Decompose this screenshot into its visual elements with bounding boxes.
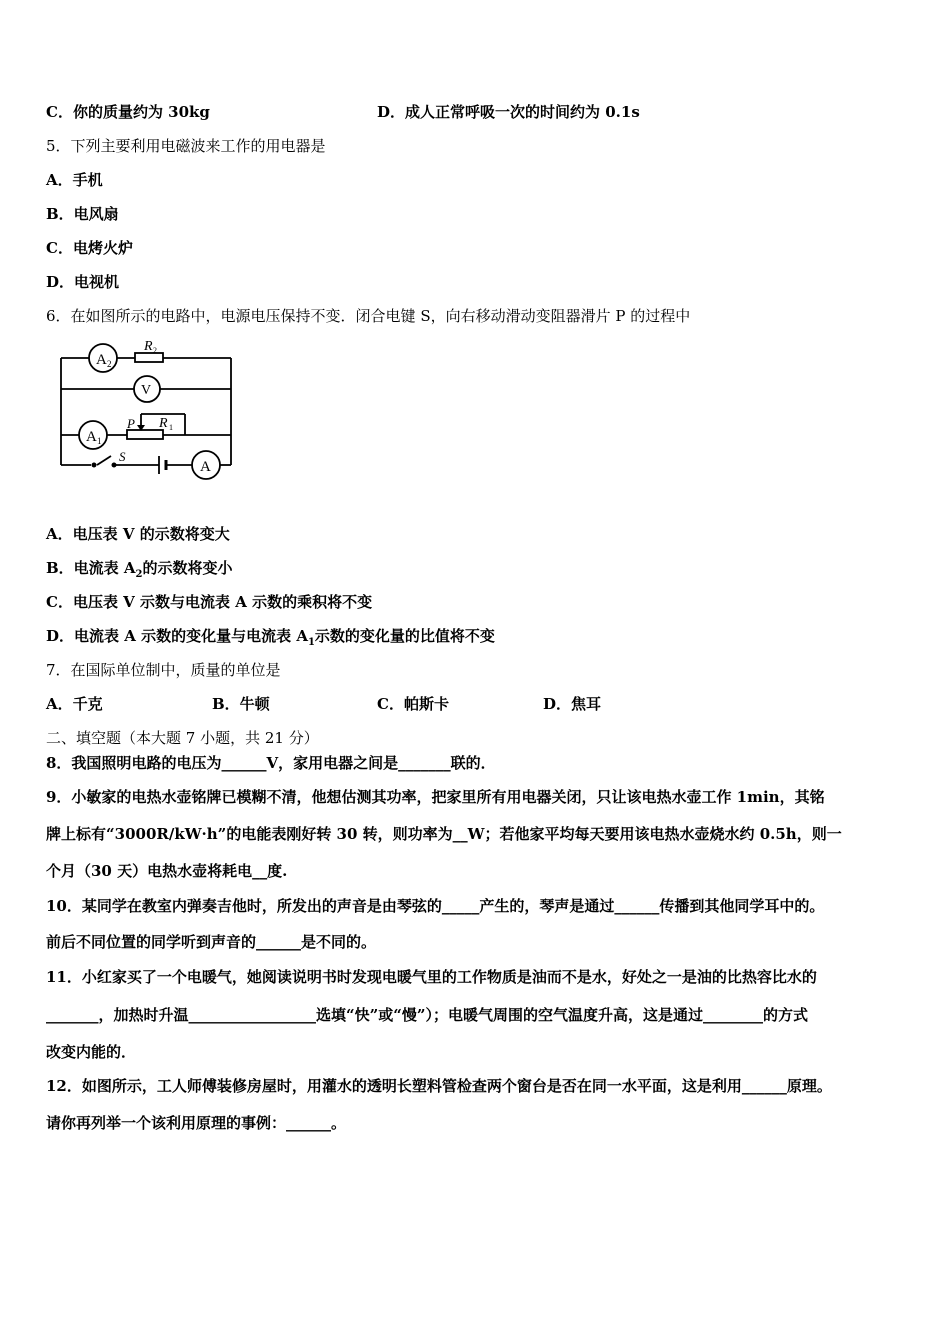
r1-label: R bbox=[159, 416, 168, 431]
r2-subscript: 2 bbox=[153, 346, 157, 355]
q9-line-1: 9．小敏家的电热水壶铭牌已模糊不清，他想估测其功率，把家里所有用电器关闭，只让该电热水壶工作 1min，其铭 bbox=[46, 788, 825, 806]
q7-option-d: D．焦耳 bbox=[543, 695, 602, 713]
q6-option-c: C．电压表 V 示数与电流表 A 示数的乘积将不变 bbox=[46, 593, 373, 611]
q7-stem: 7．在国际单位制中，质量的单位是 bbox=[46, 661, 281, 679]
p-label: P bbox=[127, 416, 135, 431]
q12-line-2: 请你再列举一个该利用原理的事例：______。 bbox=[46, 1114, 347, 1132]
q4-option-c: C．你的质量约为 30kg bbox=[46, 103, 210, 121]
q10-line-2: 前后不同位置的同学听到声音的______是不同的。 bbox=[46, 933, 377, 951]
q9-line-3: 个月（30 天）电热水壶将耗电__度. bbox=[46, 862, 288, 880]
q6-option-d: D．电流表 A 示数的变化量与电流表 $A_1$示数的变化量的比值将不变 bbox=[46, 627, 495, 648]
circuit-diagram bbox=[55, 337, 245, 489]
q11-line-1: 11．小红家买了一个电暖气，她阅读说明书时发现电暖气里的工作物质是油而不是水，好处之一是油的比热容比水的 bbox=[46, 968, 817, 986]
a1-subscript: 1 bbox=[97, 436, 102, 446]
q7-option-b: B．牛顿 bbox=[212, 695, 270, 713]
q5-option-a: A．手机 bbox=[46, 171, 103, 189]
q5-option-d: D．电视机 bbox=[46, 273, 120, 291]
s-label: S bbox=[119, 449, 126, 464]
a2-subscript: 2 bbox=[107, 359, 112, 369]
q6-option-b: B．电流表 $A_2$的示数将变小 bbox=[46, 559, 233, 580]
q11-line-2: _______，加热时升温_________________选填“快”或“慢”）；电暖气周围的空气温度升高，这是通过________的方式 bbox=[46, 1006, 809, 1024]
section-heading: 二、填空题（本大题 7 小题，共 21 分） bbox=[46, 729, 319, 747]
q4-option-d: D．成人正常呼吸一次的时间约为 0.1s bbox=[377, 103, 640, 121]
q9-line-2: 牌上标有“3000R/kW·h”的电能表刚好转 30 转，则功率为__W；若他家平均每天要用该电热水壶烧水约 0.5h，则一 bbox=[46, 825, 842, 843]
q11-line-3: 改变内能的． bbox=[46, 1043, 137, 1061]
r2-label: R bbox=[144, 339, 153, 354]
q5-stem: 5．下列主要利用电磁波来工作的用电器是 bbox=[46, 137, 326, 155]
r1-subscript: 1 bbox=[169, 423, 173, 432]
q6-option-a: A．电压表 V 的示数将变大 bbox=[46, 525, 230, 543]
q8-text: 8．我国照明电路的电压为______V，家用电器之间是_______联的． bbox=[46, 754, 496, 772]
q5-option-b: B．电风扇 bbox=[46, 205, 119, 223]
a1-label: A bbox=[86, 429, 97, 445]
q5-option-c: C．电烤火炉 bbox=[46, 239, 133, 257]
v-label: V bbox=[141, 383, 152, 398]
q7-option-a: A．千克 bbox=[46, 695, 103, 713]
a2-label: A bbox=[96, 352, 107, 368]
q10-line-1: 10．某同学在教室内弹奏吉他时，所发出的声音是由琴弦的_____产生的，琴声是通过______传播到其他同学耳中的。 bbox=[46, 897, 825, 915]
q6-stem: 6．在如图所示的电路中，电源电压保持不变．闭合电键 S，向右移动滑动变阻器滑片 P 的过程中 bbox=[46, 307, 691, 325]
a-meter-label: A bbox=[200, 459, 211, 475]
q7-option-c: C．帕斯卡 bbox=[377, 695, 449, 713]
q12-line-1: 12．如图所示，工人师傅装修房屋时，用灌水的透明长塑料管检查两个窗台是否在同一水平面，这是利用______原理。 bbox=[46, 1077, 832, 1095]
